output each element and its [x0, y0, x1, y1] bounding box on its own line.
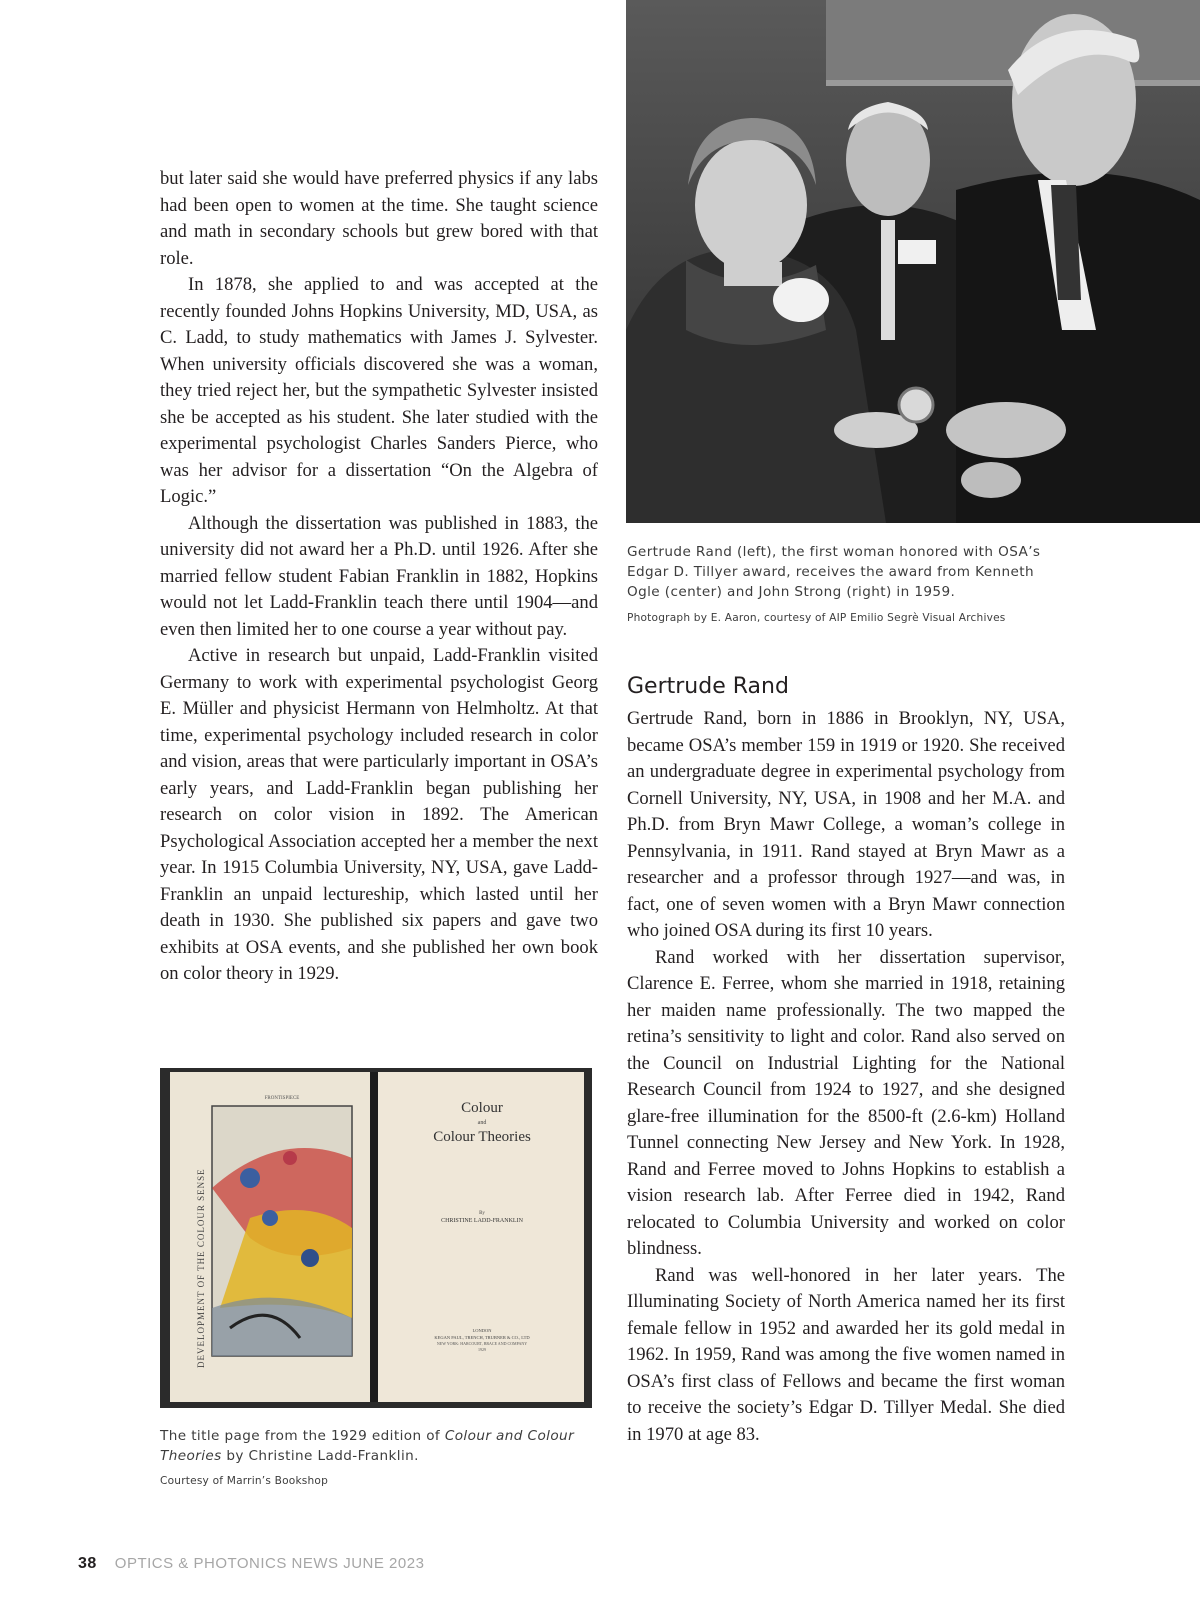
page-footer [78, 1555, 424, 1573]
spine-text: DEVELOPMENT OF THE COLOUR SENSE [196, 1168, 206, 1368]
right-column-text [627, 706, 1065, 1448]
publisher: KEGAN PAUL, TRENCH, TRUBNER & CO., LTD [434, 1335, 530, 1340]
book-author: CHRISTINE LADD-FRANKLIN [441, 1218, 523, 1224]
book-title-line2: Colour Theories [433, 1129, 531, 1145]
paragraph: Although the dissertation was published in 1883, the university did not award her a Ph.D. until 1926. After she married fellow student Fabian Franklin in 1882, Hopkins would not let Ladd-Franklin teach there until 1904—and even then limited her to one course a year without pay. [160, 512, 598, 640]
publication-name: OPTICS & PHOTONICS NEWS JUNE 2023 [114, 1555, 425, 1572]
paragraph: Rand worked with her dissertation supervisor, Clarence E. Ferree, whom she married in 1918, retaining her maiden name professionally. The two mapped the retina’s sensitivity to light and color. Rand also served on the Council on Industrial Lighting for the National Research Council from 1924 to 1927, and she designed glare-free illumination for the 8500-ft (2.6-km) Holland Tunnel connecting New Jersey and New York. In 1928, Rand and Ferree moved to Johns Hopkins to establish a vision research lab. After Ferree died in 1942, Rand relocated to Columbia University and worked on color blindness. [627, 946, 1065, 1259]
left-column-text [160, 166, 598, 988]
book-by: By [479, 1211, 485, 1216]
caption-book-title: Colour and Colour Theories [160, 1428, 575, 1464]
page-number: 38 [78, 1555, 97, 1572]
publisher-us: NEW YORK: HARCOURT, BRACE AND COMPANY [436, 1341, 528, 1346]
caption-suffix: by Christine Ladd-Franklin. [221, 1448, 419, 1464]
section-heading: Gertrude Rand [627, 674, 789, 699]
book-caption [160, 1426, 600, 1466]
paragraph: Rand was well-honored in her later years. The Illuminating Society of North America named her its first female fellow in 1952 and awarded her its gold medal in 1962. In 1959, Rand was among the five women named in OSA’s first class of Fellows and became the first woman to receive the society’s Edgar D. Tillyer Medal. She died in 1970 at age 83. [627, 1264, 1065, 1445]
photo-credit: Photograph by E. Aaron, courtesy of AIP Emilio Segrè Visual Archives [627, 612, 1006, 624]
book-title-and: and [477, 1120, 487, 1126]
award-photograph [626, 0, 1200, 523]
publication-year: 1929 [478, 1347, 486, 1352]
publisher-city: LONDON [472, 1328, 492, 1333]
frontispiece-header: FRONTISPIECE [264, 1096, 300, 1101]
paragraph: Active in research but unpaid, Ladd-Franklin visited Germany to work with experimental psychologist Georg E. Müller and physicist Hermann von Helmholtz. At that time, experimental psychology included research in color and vision, areas that were particularly important in OSA’s early years, and Ladd-Franklin began publishing her research on color vision in 1892. The American Psychological Association accepted her a member the next year. In 1915 Columbia University, NY, USA, gave Ladd-Franklin an unpaid lectureship, which lasted until her death in 1930. She published six papers and gave two exhibits at OSA events, and she published her own book on color theory in 1929. [160, 645, 598, 984]
book-title-line1: Colour [461, 1100, 503, 1116]
caption-prefix: The title page from the 1929 edition of [160, 1428, 445, 1444]
book-photograph [160, 1068, 592, 1408]
paragraph: Gertrude Rand, born in 1886 in Brooklyn, NY, USA, became OSA’s member 159 in 1919 or 1920. She received an undergraduate degree in experimental psychology from Cornell University, NY, USA, in 1908 and her M.A. and Ph.D. from Bryn Mawr College, a woman’s college in Pennsylvania, in 1911. Rand stayed at Bryn Mawr as a researcher and a professor through 1927—and was, in fact, one of seven women with a Bryn Mawr connection who joined OSA during its first 10 years. [627, 708, 1065, 941]
paragraph: In 1878, she applied to and was accepted at the recently founded Johns Hopkins University, MD, USA, as C. Ladd, to study mathematics with James J. Sylvester. When university officials discovered she was a woman, they tried reject her, but the sympathetic Sylvester insisted she be accepted as his student. She later studied with the experimental psychologist Charles Sanders Pierce, who was her advisor for a dissertation “On the Algebra of Logic.” [160, 274, 598, 507]
book-credit: Courtesy of Marrin’s Bookshop [160, 1475, 329, 1487]
paragraph: but later said she would have preferred physics if any labs had been open to women at the time. She taught science and math in secondary schools but grew bored with that role. [160, 168, 598, 269]
photo-caption: Gertrude Rand (left), the first woman honored with OSA’s Edgar D. Tillyer award, receives the award from Kenneth Ogle (center) and John Strong (right) in 1959. [627, 544, 1041, 600]
